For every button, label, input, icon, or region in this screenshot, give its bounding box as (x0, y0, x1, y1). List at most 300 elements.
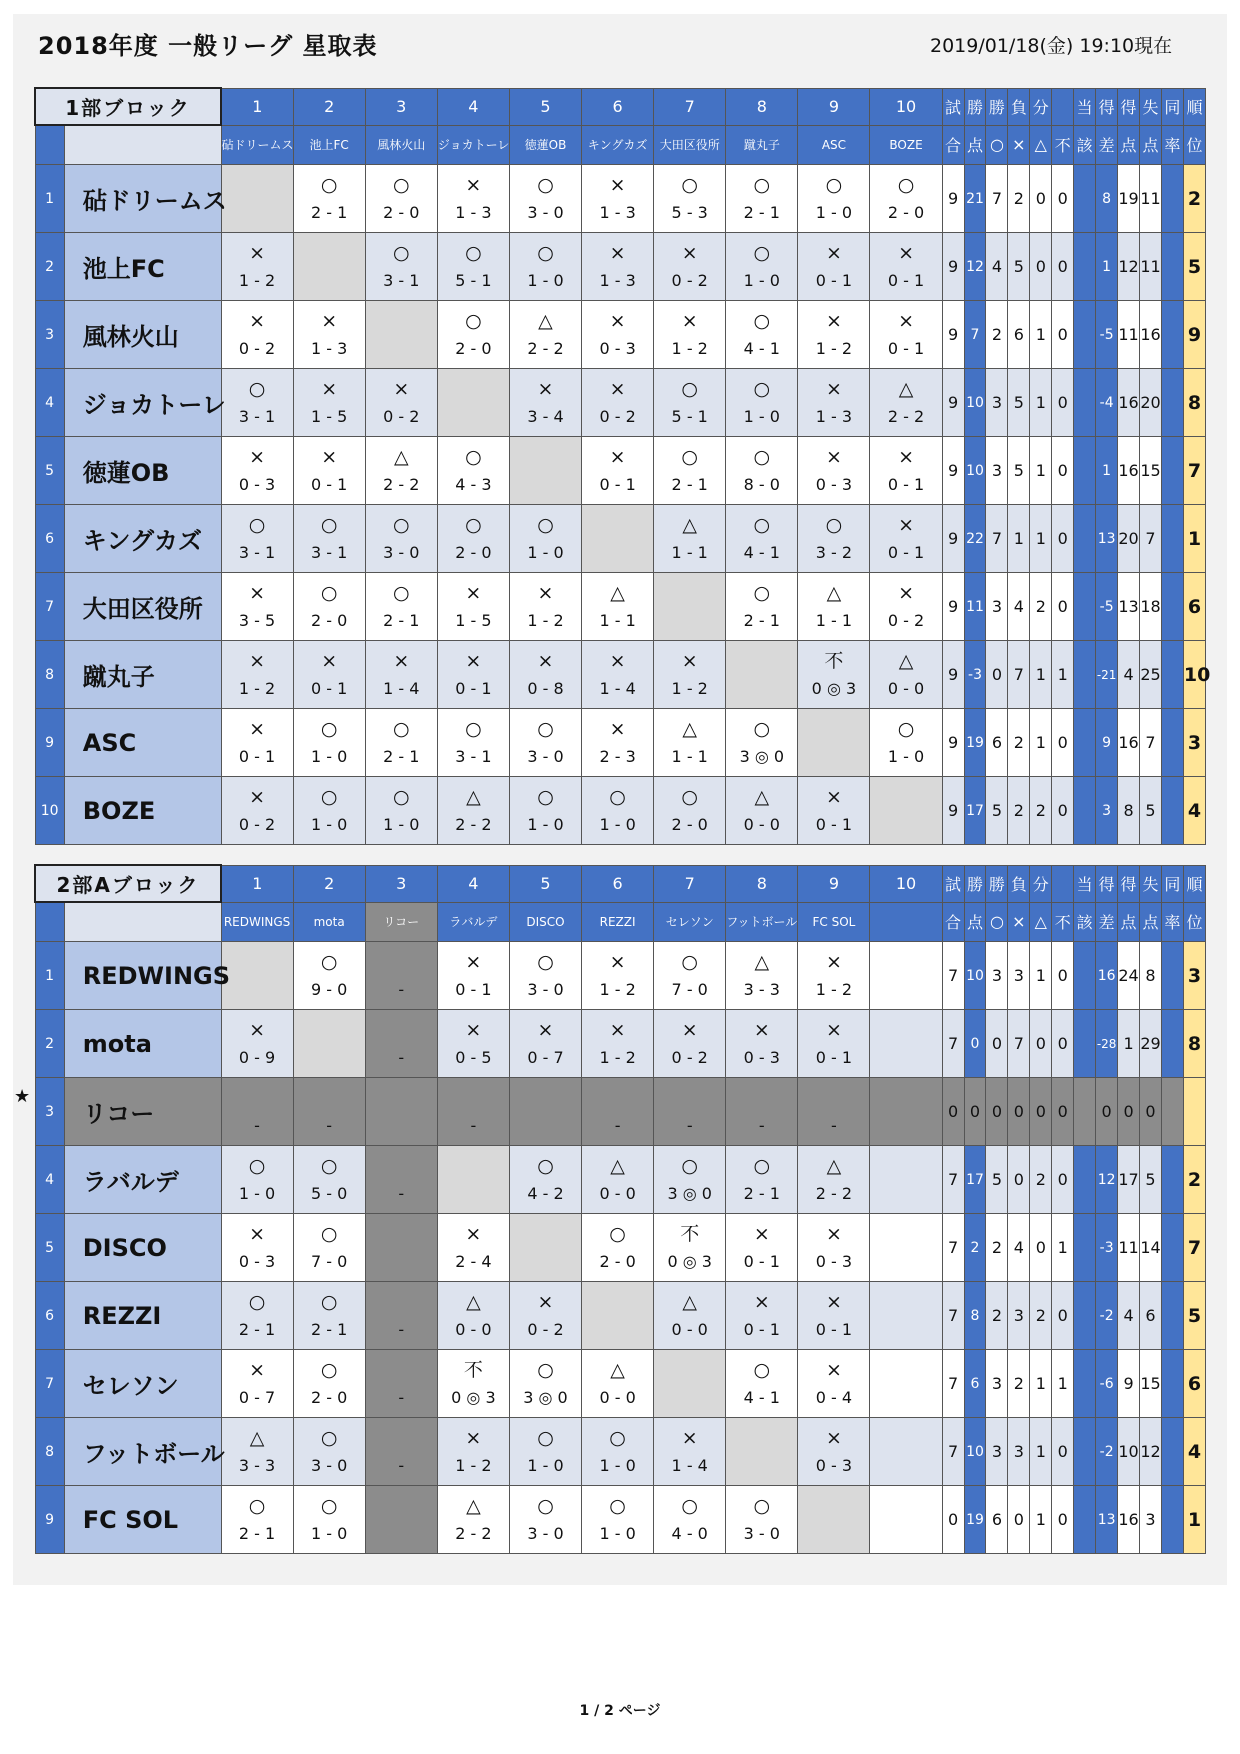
result-symbol: × (609, 717, 626, 740)
stat-header: 試 (942, 88, 964, 125)
result-symbol: 不 (463, 1358, 483, 1381)
result-symbol: × (753, 1222, 770, 1245)
result-symbol: × (321, 445, 338, 468)
result-symbol: × (465, 1222, 482, 1245)
result-score: 2 - 0 (455, 338, 492, 358)
page-title: 2018年度 一般リーグ 星取表 (38, 32, 378, 60)
result-symbol: × (609, 649, 626, 672)
result-score: 2 - 1 (311, 1319, 348, 1339)
team-stat: 0 (1052, 505, 1074, 573)
result-symbol (870, 1288, 941, 1316)
match-result (726, 1146, 798, 1214)
result-score: 0 - 1 (311, 474, 348, 494)
result-score: - (326, 1115, 333, 1135)
team-name: 大田区役所 (64, 573, 221, 641)
match-result (437, 573, 509, 641)
team-stat: 0 (986, 1010, 1008, 1078)
team-stat: 3 (1140, 1486, 1162, 1554)
match-result (365, 437, 437, 505)
result-symbol: ○ (320, 581, 338, 604)
team-name: 池上FC (64, 233, 221, 301)
result-score: 1 - 3 (599, 202, 636, 222)
result-score: 0 - 1 (455, 979, 492, 999)
result-symbol (222, 171, 293, 199)
team-stat (1161, 233, 1183, 301)
result-symbol (294, 1016, 365, 1044)
result-symbol: ○ (897, 717, 915, 740)
result-score: 0 - 2 (671, 1047, 708, 1067)
stat-header: 得 (1096, 88, 1118, 125)
match-result (221, 1418, 293, 1486)
team-name: REZZI (64, 1282, 221, 1350)
result-symbol: ○ (753, 445, 771, 468)
result-score (366, 335, 437, 363)
result-score: 3 - 1 (311, 542, 348, 562)
stat-header: 合 (942, 902, 964, 942)
team-stat (1074, 709, 1096, 777)
match-result (798, 641, 870, 709)
team-rank: 1 (1183, 505, 1205, 573)
stat-header: 失 (1140, 88, 1162, 125)
team-stat: 25 (1140, 641, 1162, 709)
team-stat: 16 (1140, 301, 1162, 369)
team-stat: 3 (986, 1418, 1008, 1486)
result-symbol: △ (754, 950, 770, 973)
result-score: 4 - 1 (743, 1387, 780, 1407)
match-result (726, 709, 798, 777)
result-symbol: × (465, 173, 482, 196)
result-score: 0 - 5 (455, 1047, 492, 1067)
match-result (509, 301, 581, 369)
match-result (509, 1350, 581, 1418)
column-team-name: 蹴丸子 (726, 125, 798, 165)
match-result (654, 709, 726, 777)
match-result (437, 1418, 509, 1486)
team-stat (1074, 1010, 1096, 1078)
result-score (222, 976, 293, 1004)
team-stat: 16 (1118, 709, 1140, 777)
column-team-name: REDWINGS (221, 902, 293, 942)
result-symbol: ○ (537, 1358, 554, 1381)
match-result (509, 369, 581, 437)
result-symbol: ○ (609, 1426, 626, 1449)
result-symbol: △ (682, 717, 698, 740)
team-stat: 16 (1096, 942, 1118, 1010)
team-number: 6 (35, 1282, 64, 1350)
team-stat: 2 (986, 1214, 1008, 1282)
result-score: 0 - 1 (815, 1319, 853, 1339)
team-rank: 7 (1183, 1214, 1205, 1282)
team-number: 5 (35, 1214, 64, 1282)
result-score: 0 - 3 (815, 1251, 853, 1271)
result-symbol (726, 647, 797, 675)
result-symbol (798, 715, 869, 743)
result-score (870, 1384, 941, 1412)
match-result (582, 1350, 654, 1418)
match-result (293, 1078, 365, 1146)
team-stat: 5 (1008, 369, 1030, 437)
team-name: ASC (64, 709, 221, 777)
result-symbol: ○ (392, 241, 410, 264)
team-stat (1161, 1078, 1183, 1146)
team-stat: 1 (1030, 301, 1052, 369)
team-stat: 3 (986, 369, 1008, 437)
stat-header: ○ (986, 902, 1008, 942)
team-stat: 2 (1008, 709, 1030, 777)
team-stat: 8 (1118, 777, 1140, 845)
result-score: 0 - 1 (815, 1047, 853, 1067)
team-stat: 1 (1030, 1418, 1052, 1486)
result-symbol: 不 (680, 1222, 700, 1245)
match-result (365, 1214, 437, 1282)
team-stat: 3 (986, 942, 1008, 1010)
match-result (365, 369, 437, 437)
result-symbol (726, 1084, 797, 1112)
team-stat: -2 (1096, 1282, 1118, 1350)
match-result (798, 1078, 870, 1146)
team-number: 7 (35, 1350, 64, 1418)
match-result (293, 573, 365, 641)
team-row (35, 1418, 1206, 1486)
match-result (798, 505, 870, 573)
result-symbol: × (537, 649, 554, 672)
column-number: 10 (870, 88, 942, 125)
match-result (293, 1418, 365, 1486)
team-rank: 8 (1183, 369, 1205, 437)
result-score: 1 - 3 (815, 406, 853, 426)
result-symbol (870, 1084, 941, 1112)
result-symbol: × (681, 1426, 698, 1449)
match-result (654, 1418, 726, 1486)
team-stat (1074, 1418, 1096, 1486)
team-row (35, 1146, 1206, 1214)
result-symbol: × (609, 445, 626, 468)
result-score: 0 - 1 (887, 270, 925, 290)
result-score: 1 - 2 (815, 979, 853, 999)
corner-cell (64, 902, 221, 942)
match-result (365, 1486, 437, 1554)
match-result (798, 1350, 870, 1418)
match-result (509, 777, 581, 845)
match-result (293, 1010, 365, 1078)
match-result (582, 709, 654, 777)
team-stat: 2 (1008, 165, 1030, 233)
team-stat: -3 (1096, 1214, 1118, 1282)
match-result (582, 1282, 654, 1350)
result-score: 0 - 2 (238, 338, 276, 358)
stat-header: 同 (1161, 88, 1183, 125)
match-result (726, 641, 798, 709)
match-result (726, 1350, 798, 1418)
result-score: 3 - 1 (238, 542, 276, 562)
match-result (654, 437, 726, 505)
result-symbol: ○ (681, 377, 698, 400)
result-score: 0 ◎ 3 (451, 1387, 496, 1407)
result-score: 3 - 4 (527, 406, 564, 426)
result-score: 0 - 3 (815, 474, 853, 494)
stat-header: 該 (1074, 902, 1096, 942)
result-symbol: ○ (465, 309, 482, 332)
team-stat: 7 (942, 1350, 964, 1418)
match-result (293, 369, 365, 437)
column-team-name: ジョカトーレ (437, 125, 509, 165)
team-stat: 1 (1008, 505, 1030, 573)
result-score: 2 - 2 (527, 338, 564, 358)
column-number: 3 (365, 88, 437, 125)
team-stat: 7 (964, 301, 986, 369)
team-stat: 0 (1052, 437, 1074, 505)
match-result (293, 777, 365, 845)
column-number: 5 (509, 865, 581, 902)
column-team-name: mota (293, 902, 365, 942)
result-symbol: ○ (320, 1222, 338, 1245)
stat-header: 当 (1074, 865, 1096, 902)
match-result (365, 1078, 437, 1146)
stat-header: 点 (1140, 902, 1162, 942)
column-number: 9 (798, 865, 870, 902)
team-stat: 17 (964, 1146, 986, 1214)
match-result (870, 942, 942, 1010)
stat-header: ○ (986, 125, 1008, 165)
result-score: 3 - 0 (743, 1523, 780, 1543)
result-score: 0 - 3 (238, 474, 276, 494)
result-score: 1 - 2 (238, 270, 276, 290)
column-number: 3 (365, 865, 437, 902)
result-score: 3 - 3 (743, 979, 780, 999)
standings-table (34, 864, 1206, 1554)
result-score: 1 - 2 (238, 678, 276, 698)
team-stat (1161, 369, 1183, 437)
match-result (293, 1282, 365, 1350)
team-stat: -5 (1096, 301, 1118, 369)
result-score: 1 - 4 (671, 1455, 708, 1475)
result-score: 0 - 3 (743, 1047, 780, 1067)
result-symbol: × (249, 717, 266, 740)
team-stat: 19 (964, 709, 986, 777)
team-stat: 1 (1096, 437, 1118, 505)
result-score: 1 - 1 (599, 610, 636, 630)
column-number: 9 (798, 88, 870, 125)
result-score: 1 - 0 (599, 1523, 636, 1543)
match-result (726, 777, 798, 845)
match-result (437, 233, 509, 301)
match-result (293, 942, 365, 1010)
match-result (293, 233, 365, 301)
match-result (509, 437, 581, 505)
match-result (870, 437, 942, 505)
result-score: 1 - 5 (455, 610, 492, 630)
match-result (221, 573, 293, 641)
team-name: DISCO (64, 1214, 221, 1282)
stat-header: 分 (1030, 865, 1052, 902)
team-stat: 0 (1052, 233, 1074, 301)
result-symbol: × (825, 950, 842, 973)
team-rank: 4 (1183, 777, 1205, 845)
result-symbol: ○ (465, 445, 482, 468)
match-result (654, 1214, 726, 1282)
result-symbol: × (609, 241, 626, 264)
team-stat: 0 (1052, 165, 1074, 233)
column-number: 2 (293, 865, 365, 902)
result-score (870, 1316, 941, 1344)
result-score: 1 - 3 (311, 338, 348, 358)
result-score: 8 - 0 (743, 474, 780, 494)
result-symbol: × (825, 445, 842, 468)
team-stat: 13 (1118, 573, 1140, 641)
match-result (798, 1486, 870, 1554)
result-score (654, 1384, 725, 1412)
team-stat: 7 (986, 505, 1008, 573)
team-row (35, 1214, 1206, 1282)
result-symbol (366, 1356, 437, 1384)
match-result (870, 369, 942, 437)
result-score: 3 - 0 (527, 746, 564, 766)
result-symbol: ○ (537, 785, 554, 808)
result-score (870, 1248, 941, 1276)
match-result (870, 1010, 942, 1078)
match-result (654, 1282, 726, 1350)
team-number: 9 (35, 1486, 64, 1554)
match-result (437, 777, 509, 845)
match-result (582, 1486, 654, 1554)
result-score (870, 1180, 941, 1208)
team-stat: 3 (1096, 777, 1118, 845)
result-score: 0 - 1 (238, 746, 276, 766)
match-result (509, 942, 581, 1010)
team-stat: 9 (942, 505, 964, 573)
team-number: 1 (35, 942, 64, 1010)
match-result (437, 1350, 509, 1418)
result-symbol: × (825, 309, 842, 332)
stat-header: 点 (1118, 125, 1140, 165)
result-symbol (870, 1152, 941, 1180)
match-result (221, 1350, 293, 1418)
result-score: 2 - 1 (383, 746, 420, 766)
match-result (582, 437, 654, 505)
match-result (582, 942, 654, 1010)
match-result (726, 437, 798, 505)
team-stat: 0 (1118, 1078, 1140, 1146)
match-result (437, 437, 509, 505)
team-stat (1161, 777, 1183, 845)
result-symbol: ○ (537, 1494, 554, 1517)
league-block-2a (34, 864, 1206, 1554)
team-stat (1074, 573, 1096, 641)
team-row (35, 1010, 1206, 1078)
result-symbol: × (393, 649, 410, 672)
result-symbol: × (609, 950, 626, 973)
match-result (654, 1146, 726, 1214)
team-stat: 7 (942, 1214, 964, 1282)
stat-header (1052, 865, 1074, 902)
team-stat (1074, 777, 1096, 845)
result-symbol (870, 1220, 941, 1248)
result-symbol: × (249, 649, 266, 672)
team-rank: 1 (1183, 1486, 1205, 1554)
result-score: 1 - 0 (815, 202, 853, 222)
team-name: ジョカトーレ (64, 369, 221, 437)
result-score: 4 - 3 (455, 474, 492, 494)
team-stat: 6 (964, 1350, 986, 1418)
result-symbol: ○ (825, 173, 843, 196)
team-number: 3 (35, 301, 64, 369)
corner-cell (35, 902, 64, 942)
team-row (35, 1282, 1206, 1350)
result-score: 3 ◎ 0 (667, 1183, 712, 1203)
match-result (798, 709, 870, 777)
result-symbol: ○ (753, 1154, 771, 1177)
result-symbol: × (609, 377, 626, 400)
team-stat (1074, 505, 1096, 573)
result-symbol: ○ (753, 581, 771, 604)
team-stat: 16 (1118, 369, 1140, 437)
team-stat: -28 (1096, 1010, 1118, 1078)
match-result (798, 777, 870, 845)
match-result (582, 233, 654, 301)
result-symbol: × (537, 1290, 554, 1313)
team-stat: 0 (1030, 1078, 1052, 1146)
result-symbol: × (249, 1018, 266, 1041)
result-score: 0 - 1 (887, 338, 925, 358)
team-rank: 2 (1183, 165, 1205, 233)
result-score: 2 - 4 (455, 1251, 492, 1271)
result-symbol (366, 1424, 437, 1452)
result-symbol: × (465, 581, 482, 604)
result-symbol: × (249, 445, 266, 468)
team-stat: 0 (1052, 777, 1074, 845)
result-symbol: ○ (753, 173, 771, 196)
match-result (437, 1214, 509, 1282)
result-symbol (510, 1084, 581, 1112)
team-stat: 19 (1118, 165, 1140, 233)
team-stat: 0 (986, 641, 1008, 709)
result-symbol: △ (610, 1154, 625, 1177)
stat-header: 順 (1183, 88, 1205, 125)
corner-cell (35, 125, 64, 165)
result-score: 2 - 1 (383, 610, 420, 630)
team-stat: 11 (1140, 165, 1162, 233)
match-result (221, 1214, 293, 1282)
match-result (365, 301, 437, 369)
stat-header: 当 (1074, 88, 1096, 125)
team-stat (1161, 505, 1183, 573)
team-number: 2 (35, 1010, 64, 1078)
result-score: 4 - 1 (743, 542, 780, 562)
match-result (221, 1010, 293, 1078)
team-stat: 1 (1030, 505, 1052, 573)
team-row (35, 505, 1206, 573)
team-stat (1074, 1282, 1096, 1350)
result-score: - (470, 1115, 477, 1135)
team-name: FC SOL (64, 1486, 221, 1554)
result-score: 1 - 0 (599, 814, 636, 834)
result-score: 0 - 1 (743, 1251, 780, 1271)
column-team-name: FC SOL (798, 902, 870, 942)
result-score: 3 - 1 (238, 406, 276, 426)
result-score: 0 ◎ 3 (811, 678, 857, 698)
team-stat (1161, 437, 1183, 505)
result-score (510, 1248, 581, 1276)
match-result (509, 573, 581, 641)
result-symbol: ○ (753, 1358, 771, 1381)
result-score: 2 - 2 (887, 406, 925, 426)
result-symbol (222, 1084, 293, 1112)
result-symbol: ○ (320, 1154, 338, 1177)
result-symbol: ○ (897, 173, 915, 196)
result-symbol (510, 443, 581, 471)
result-symbol: ○ (320, 173, 338, 196)
team-stat: 12 (964, 233, 986, 301)
